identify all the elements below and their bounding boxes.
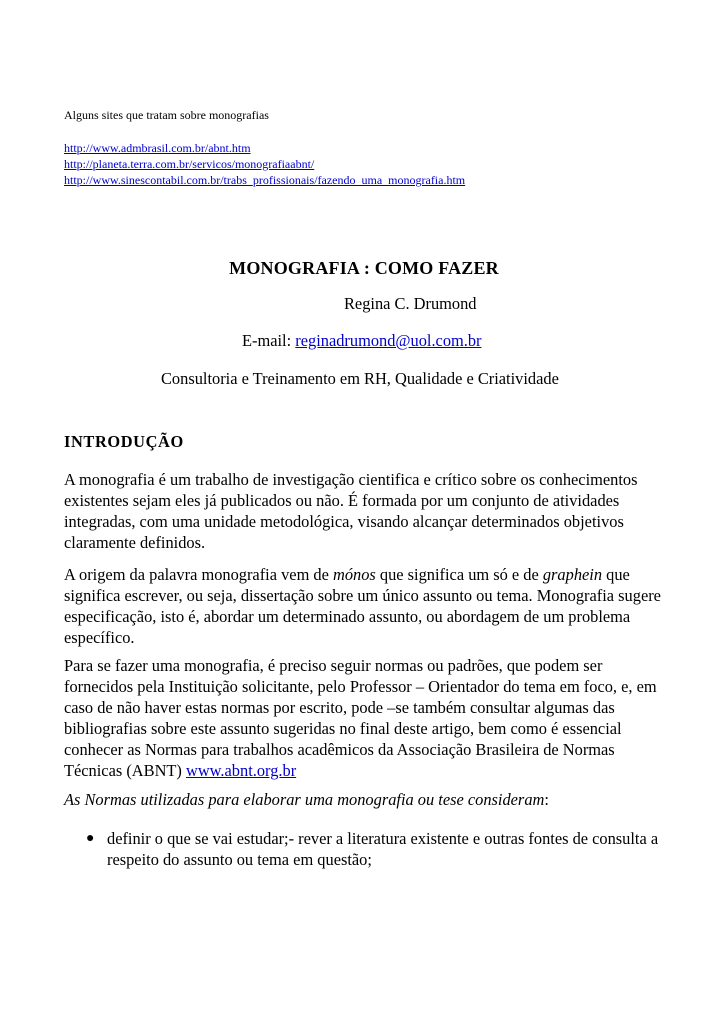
intro-text: Alguns sites que tratam sobre monografias (64, 108, 269, 122)
link-admbrasil[interactable]: http://www.admbrasil.com.br/abnt.htm (64, 141, 251, 155)
paragraph-4-colon: : (544, 790, 549, 809)
term-graphein: graphein (542, 565, 603, 584)
paragraph-2 (64, 564, 664, 648)
paragraph-2-text-c: que significa um só e de (375, 565, 543, 584)
paragraph-3 (64, 655, 664, 781)
paragraph-2-text-a: A origem da palavra monografia vem de (64, 565, 333, 584)
page-title: MONOGRAFIA : COMO FAZER (229, 258, 499, 278)
author-name: Regina C. Drumond (344, 294, 477, 313)
bullet-icon: ● (86, 831, 95, 846)
email-label: E-mail: (242, 331, 296, 350)
paragraph-3-text: Para se fazer uma monografia, é preciso seguir normas ou padrões, que podem ser fornecidos pela Instituição solicitante, pelo Professor – Orientador do tema em foco, e, em caso de não haver estas normas por escrito, pode –se também consultar algumas das bibliografias sobre este assunto sugeridas no final deste artigo, bem como é essencial conhecer as Normas para trabalhos acadêmicos da Associação Brasileira de Normas Técnicas (ABNT) (64, 656, 657, 780)
list-item-text: definir o que se vai estudar;- rever a literatura existente e outras fontes de consulta a respeito do assunto ou tema em questão; (107, 829, 659, 869)
email-line (242, 331, 482, 351)
paragraph-1: A monografia é um trabalho de investigação cientifica e crítico sobre os conhecimentos existentes sejam eles já publicados ou não. É formada por um conjunto de atividades integradas, com uma unidade metodológica, visando alcançar determinados objetivos claramente definidos. (64, 470, 638, 552)
link-sinescontabil[interactable]: http://www.sinescontabil.com.br/trabs_profissionais/fazendo_uma_monografia.htm (64, 173, 466, 187)
section-heading-introducao: INTRODUÇÃO (64, 432, 184, 451)
abnt-link[interactable]: www.abnt.org.br (185, 761, 297, 780)
term-monos: mónos (332, 565, 376, 584)
paragraph-2-text-e: que significa escrever, ou seja, dissertação sobre um único assunto ou tema. Monografia sugere especificação, isto é, abordar um determinado assunto, ou abordagem de um problema específico. (64, 565, 661, 647)
affiliation: Consultoria e Treinamento em RH, Qualidade e Criatividade (161, 369, 559, 388)
paragraph-4 (64, 789, 664, 810)
link-planeta-terra[interactable]: http://planeta.terra.com.br/servicos/monografiaabnt/ (64, 157, 315, 171)
email-link[interactable]: reginadrumond@uol.com.br (295, 331, 482, 350)
paragraph-4-italic: As Normas utilizadas para elaborar uma monografia ou tese consideram (64, 790, 545, 809)
bullet-list (64, 828, 664, 870)
list-item (64, 828, 664, 870)
